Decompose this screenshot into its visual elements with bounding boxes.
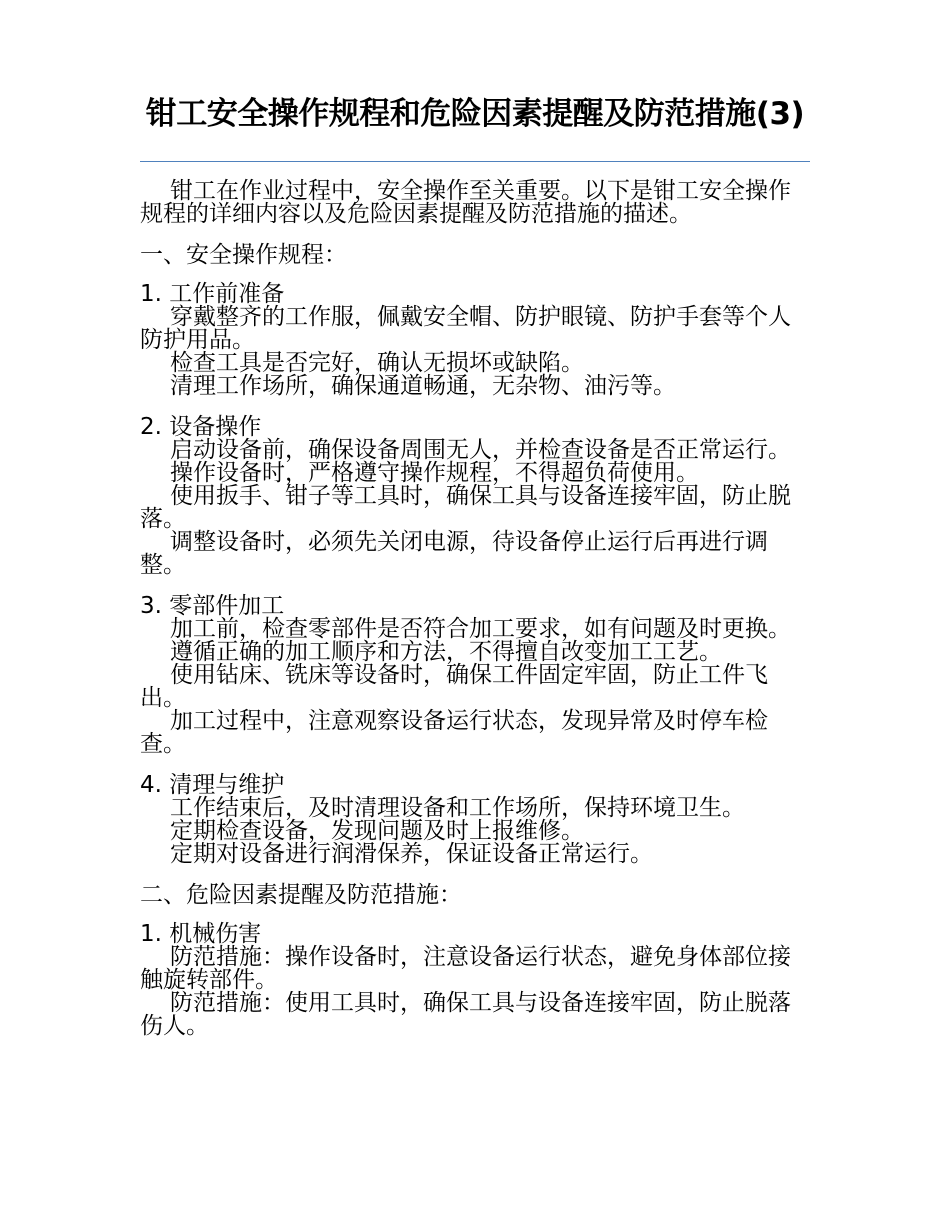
item-line: 穿戴整齐的工作服，佩戴安全帽、防护眼镜、防护手套等个人防护用品。 bbox=[140, 304, 791, 353]
intro-paragraph: 钳工在作业过程中，安全操作至关重要。以下是钳工安全操作规程的详细内容以及危险因素提醒及防范措施的描述。 bbox=[140, 178, 791, 227]
title-underline bbox=[140, 161, 810, 162]
item-block-1 bbox=[140, 283, 800, 398]
item-line: 加工过程中，注意观察设备运行状态，发现异常及时停车检查。 bbox=[140, 708, 768, 757]
item-line: 工作结束后，及时清理设备和工作场所，保持环境卫生。 bbox=[170, 795, 745, 821]
item-line: 定期对设备进行润滑保养，保证设备正常运行。 bbox=[170, 841, 653, 867]
section-heading-2: 二、危险因素提醒及防范措施： bbox=[140, 882, 462, 908]
item-line: 防范措施：使用工具时，确保工具与设备连接牢固，防止脱落伤人。 bbox=[140, 990, 791, 1039]
item-line: 遵循正确的加工顺序和方法，不得擅自改变加工工艺。 bbox=[170, 639, 722, 665]
item-line: 操作设备时，严格遵守操作规程，不得超负荷使用。 bbox=[170, 460, 699, 486]
document-body bbox=[140, 180, 800, 1056]
item-line: 加工前，检查零部件是否符合加工要求，如有问题及时更换。 bbox=[170, 616, 791, 642]
section-heading-1: 一、安全操作规程： bbox=[140, 242, 347, 268]
item-heading: 4. 清理与维护 bbox=[140, 772, 285, 798]
item-line: 防范措施：操作设备时，注意设备运行状态，避免身体部位接触旋转部件。 bbox=[140, 944, 791, 993]
item-line: 调整设备时，必须先关闭电源，待设备停止运行后再进行调整。 bbox=[140, 529, 768, 578]
item-block-4 bbox=[140, 774, 800, 866]
item-heading: 2. 设备操作 bbox=[140, 414, 262, 440]
item-line: 清理工作场所，确保通道畅通，无杂物、油污等。 bbox=[170, 373, 676, 399]
item-heading: 3. 零部件加工 bbox=[140, 593, 285, 619]
item-line: 使用扳手、钳子等工具时，确保工具与设备连接牢固，防止脱落。 bbox=[140, 483, 791, 532]
item-heading: 1. 工作前准备 bbox=[140, 281, 285, 307]
item-block-5 bbox=[140, 923, 800, 1038]
intro-block bbox=[140, 180, 800, 226]
item-line: 使用钻床、铣床等设备时，确保工件固定牢固，防止工件飞出。 bbox=[140, 662, 768, 711]
item-line: 检查工具是否完好，确认无损坏或缺陷。 bbox=[170, 350, 584, 376]
item-heading: 1. 机械伤害 bbox=[140, 921, 262, 947]
item-line: 定期检查设备，发现问题及时上报维修。 bbox=[170, 818, 584, 844]
document-title: 钳工安全操作规程和危险因素提醒及防范措施(3) bbox=[145, 96, 805, 132]
item-line: 启动设备前，确保设备周围无人，并检查设备是否正常运行。 bbox=[170, 437, 791, 463]
item-block-2 bbox=[140, 416, 800, 577]
item-block-3 bbox=[140, 595, 800, 756]
